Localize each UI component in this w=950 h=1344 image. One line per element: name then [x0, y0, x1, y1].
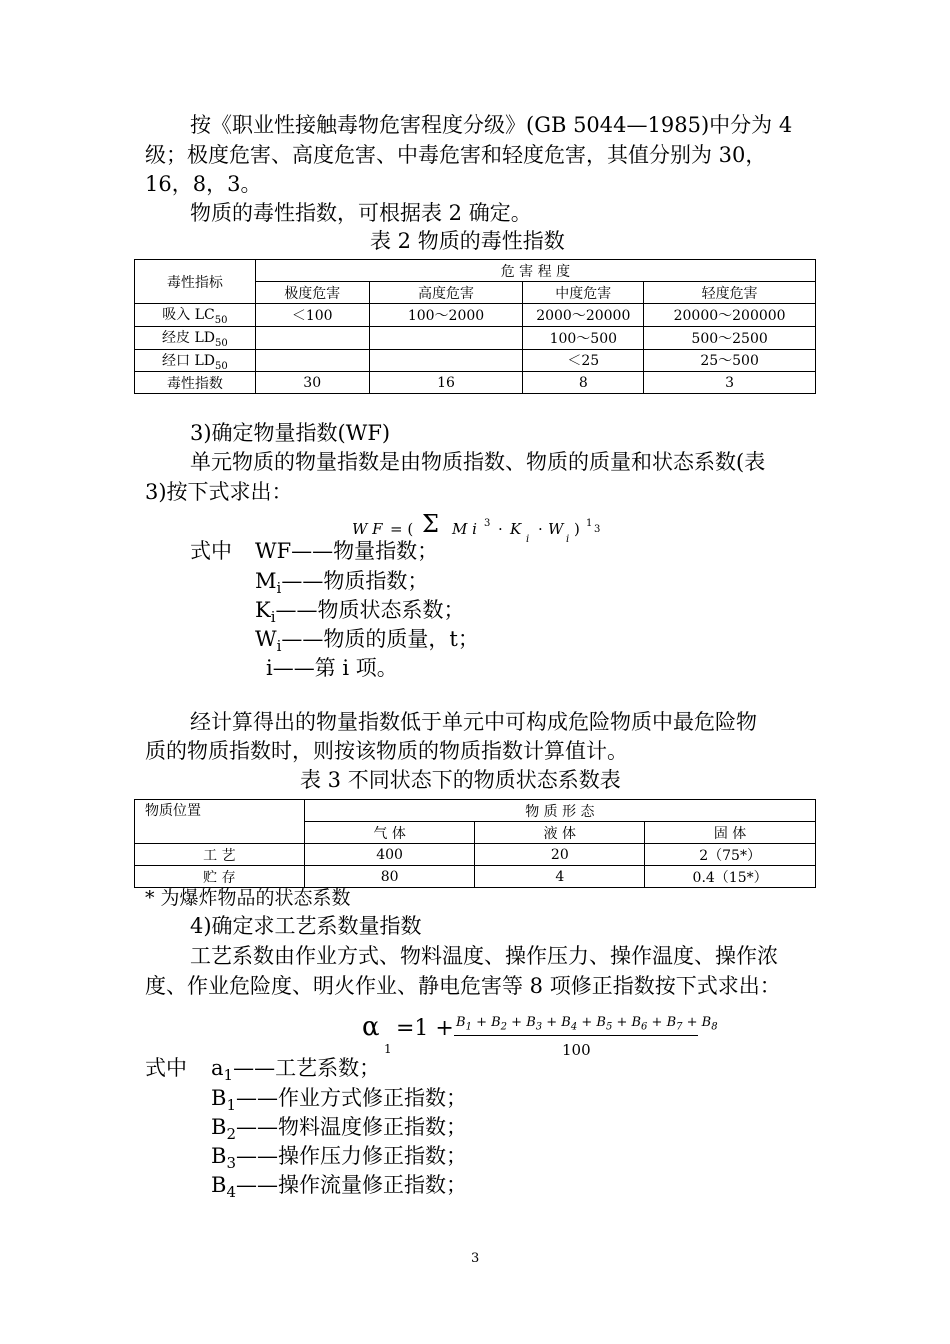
table-cell — [255, 326, 369, 349]
table-3 — [134, 799, 816, 888]
column-header: 固 体 — [645, 822, 816, 844]
section-4-where-prefix: 式中 — [145, 1056, 187, 1080]
table-cell: 20000～200000 — [644, 304, 816, 327]
table-cell: 400 — [304, 844, 475, 866]
table-2-caption: 表 2 物质的毒性指数 — [370, 229, 565, 253]
alpha-formula: α 1 =1 + $B_1 + B_2 + B_3 + B_4 + B_5 + B_6 + B_7 + B_8$ 100 — [362, 1012, 718, 1059]
column-header: 极度危害 — [255, 282, 369, 304]
table-3-caption: 表 3 不同状态下的物质状态系数表 — [300, 768, 621, 792]
table-row — [135, 800, 816, 822]
paragraph-2: 物质的毒性指数，可根据表 2 确定。 — [190, 201, 532, 225]
table-2-corner-header: 毒性指标 — [135, 260, 256, 304]
section-3-where-prefix: 式中 — [190, 539, 232, 563]
table-cell — [369, 349, 523, 372]
table-cell: 8 — [523, 372, 644, 394]
calc-line-1: 经计算得出的物量指数低于单元中可构成危险物质中最危险物 — [190, 710, 757, 734]
table-row — [135, 866, 816, 888]
table-cell — [369, 326, 523, 349]
table-3-corner-header: 物质位置 — [135, 800, 305, 844]
table-cell: 20 — [475, 844, 645, 866]
table-cell: 100～500 — [523, 326, 644, 349]
row-label: 经皮 $LD_{50}$ — [135, 326, 256, 349]
row-label: 经口 $LD_{50}$ — [135, 349, 256, 372]
section-3-body-line-1: 单元物质的物量指数是由物质指数、物质的质量和状态系数(表 — [190, 450, 766, 474]
table-2 — [134, 259, 816, 394]
def-b2: $B_2——$物料温度修正指数； — [211, 1115, 467, 1144]
row-label: 吸入 $LC_{50}$ — [135, 304, 256, 327]
def-wf: WF——物量指数； — [255, 539, 439, 563]
table-cell: 0.4（15*） — [645, 866, 816, 888]
row-label: 工 艺 — [135, 844, 305, 866]
table-row — [135, 304, 816, 327]
column-header: 液 体 — [475, 822, 645, 844]
alpha-numerator: $B_1 + B_2 + B_3 + B_4 + B_5 + B_6 + B_7 + B_8$ — [456, 1015, 718, 1033]
section-3-body-line-2: 3)按下式求出： — [145, 480, 293, 504]
def-a1: $a_1——$工艺系数； — [211, 1056, 381, 1085]
table-cell: 100～2000 — [369, 304, 523, 327]
section-4-body-line-1: 工艺系数由作业方式、物料温度、操作压力、操作温度、操作浓 — [190, 944, 778, 968]
table-3-footnote: * 为爆炸物品的状态系数 — [145, 887, 351, 909]
table-cell: 25～500 — [644, 349, 816, 372]
table-3-group-header: 物 质 形 态 — [304, 800, 815, 822]
table-row — [135, 326, 816, 349]
table-cell: 3 — [644, 372, 816, 394]
section-4-heading: 4)确定求工艺系数量指数 — [190, 914, 422, 938]
column-header: 高度危害 — [369, 282, 523, 304]
calc-line-2: 质的物质指数时，则按该物质的物质指数计算值计。 — [145, 739, 628, 763]
page-number: 3 — [471, 1251, 480, 1266]
table-row — [135, 260, 816, 282]
table-cell: 500～2500 — [644, 326, 816, 349]
table-cell: 16 — [369, 372, 523, 394]
table-row — [135, 844, 816, 866]
def-i: i——第 i 项。 — [266, 656, 398, 680]
table-cell: 2（75*） — [645, 844, 816, 866]
column-header: 气 体 — [304, 822, 475, 844]
paragraph-1-line-1: 按《职业性接触毒物危害程度分级》(GB 5044—1985)中分为 4 — [190, 113, 793, 137]
section-4-body-line-2: 度、作业危险度、明火作业、静电危害等 8 项修正指数按下式求出： — [145, 974, 781, 998]
def-wi: $W_i——$物质的质量，t； — [255, 627, 479, 656]
def-ki: $K_i——$物质状态系数； — [255, 598, 465, 627]
table-row — [135, 372, 816, 394]
column-header: 中度危害 — [523, 282, 644, 304]
section-3-heading: 3)确定物量指数(WF) — [190, 421, 391, 445]
table-cell: ＜25 — [523, 349, 644, 372]
table-cell: ＜100 — [255, 304, 369, 327]
def-mi: $M_i——$物质指数； — [255, 569, 429, 598]
table-2-group-header: 危 害 程 度 — [255, 260, 815, 282]
column-header: 轻度危害 — [644, 282, 816, 304]
table-cell: 4 — [475, 866, 645, 888]
paragraph-1-line-2: 级；极度危害、高度危害、中毒危害和轻度危害，其值分别为 30， — [145, 143, 767, 167]
table-row — [135, 349, 816, 372]
row-label: 毒性指数 — [135, 372, 256, 394]
fraction-bar — [454, 1035, 698, 1036]
table-cell: 2000～20000 — [523, 304, 644, 327]
row-label: 贮 存 — [135, 866, 305, 888]
def-b4: $B_4——$操作流量修正指数； — [211, 1173, 467, 1202]
table-cell: 80 — [304, 866, 475, 888]
paragraph-1-line-3: 16，8，3。 — [145, 172, 262, 196]
def-b3: $B_3——$操作压力修正指数； — [211, 1144, 467, 1173]
table-cell — [255, 349, 369, 372]
table-cell: 30 — [255, 372, 369, 394]
def-b1: $B_1——$作业方式修正指数； — [211, 1086, 467, 1115]
wf-formula: W F = ( Σ M i 3 · K i · W i ) 1 3 — [352, 510, 601, 545]
